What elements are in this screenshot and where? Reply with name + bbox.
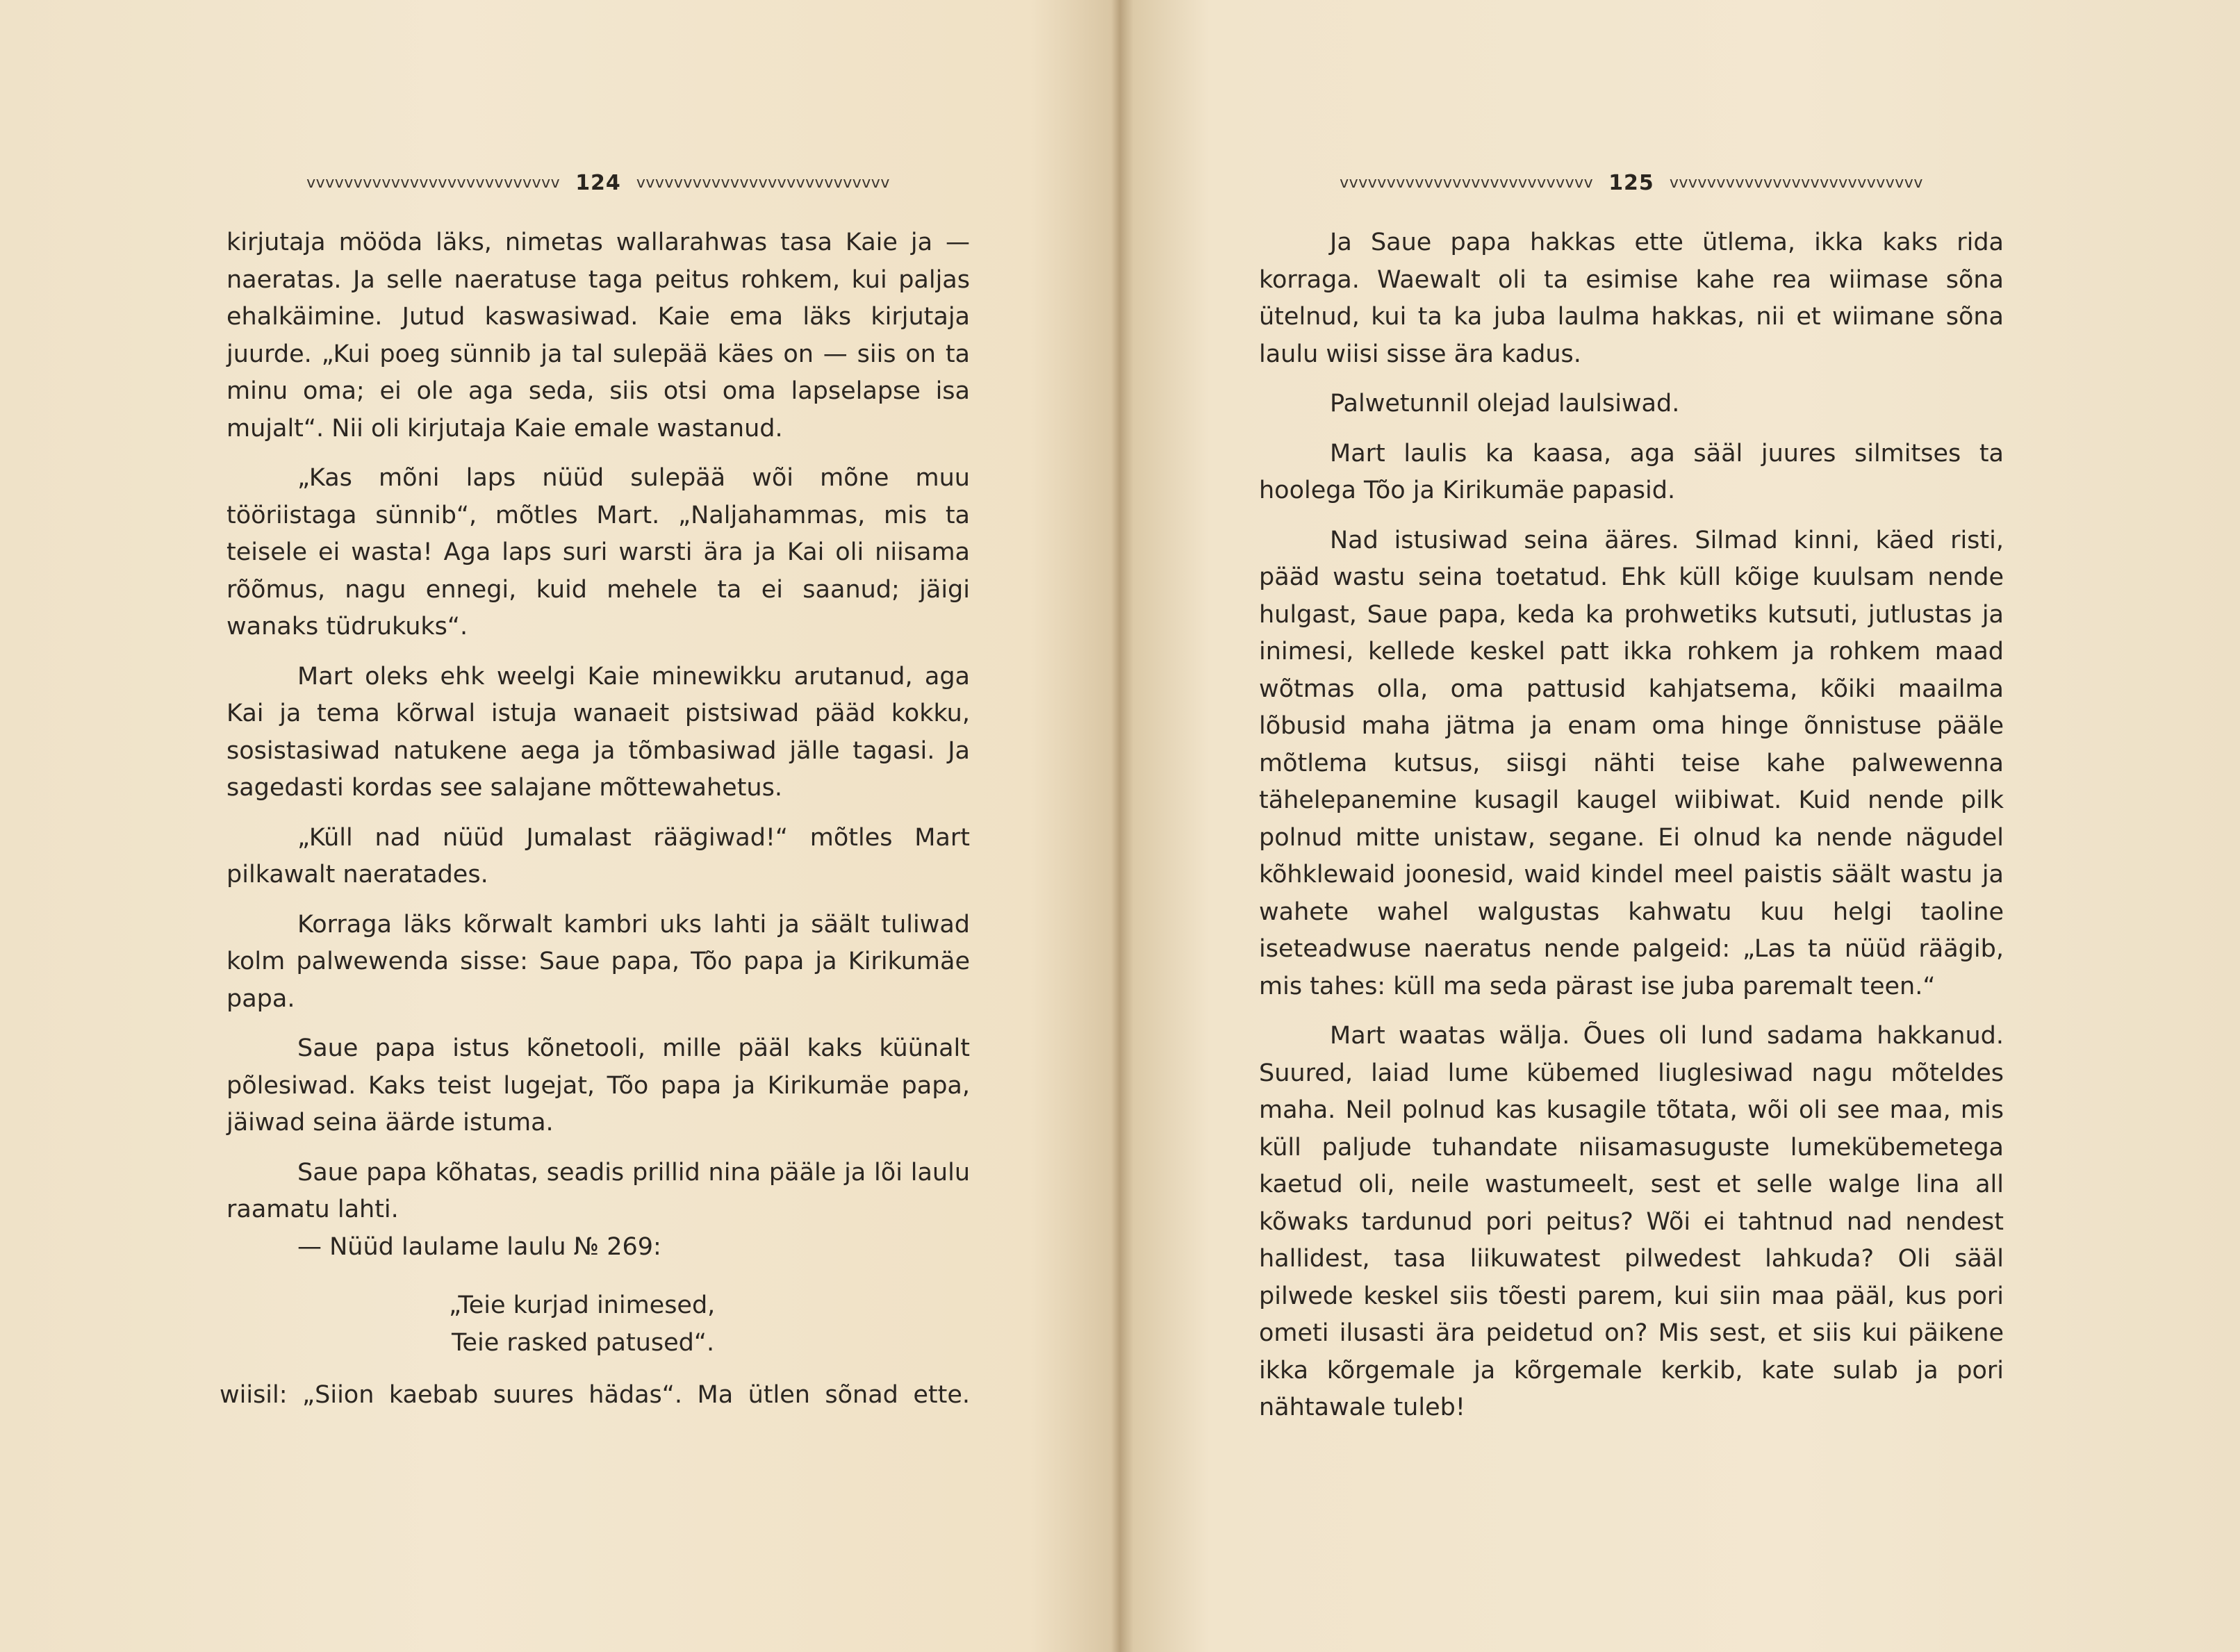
ornament-rule: vvvvvvvvvvvvvvvvvvvvvvvvvvv <box>1340 174 1594 192</box>
page-number: 125 <box>1608 170 1654 195</box>
paragraph: Palwetunnil olejad laulsiwad. <box>1330 390 1680 418</box>
paragraph: Saue papa istus kõnetooli, mille pääl kaks küünalt põlesiwad. Kaks teist lugejat, Tõo papa ja Kirikumäe papa, jäiwad seina äärde istuma. <box>227 1034 970 1137</box>
running-head-right <box>1259 165 2004 200</box>
paragraph: Korraga läks kõrwalt kambri uks lahti ja säält tuliwad kolm palwewenda sisse: Saue papa, Tõo papa ja Kirikumäe papa. <box>227 910 970 1013</box>
paragraph: „Kas mõni laps nüüd sulepää wõi mõne muu tööriistaga sünnib“, mõtles Mart. „Naljahammas, mis ta teisele ei wasta! Aga laps suri warsti ära ja Kai oli niisama rõõmus, nagu ennegi, kuid mehele ta ei saanud; jäigi wanaks tüdrukuks“. <box>227 464 970 641</box>
paragraph: — Nüüd laulame laulu № 269: <box>297 1232 661 1261</box>
paragraph: Saue papa kõhatas, seadis prillid nina pääle ja lõi laulu raamatu lahti. <box>227 1158 970 1223</box>
poem-quote <box>449 1287 970 1362</box>
poem-line: Teie rasked patused“. <box>452 1329 715 1357</box>
paragraph: Nad istusiwad seina ääres. Silmad kinni, käed risti, pääd wastu seina toetatud. Ehk küll kõige kuulsam nende hulgast, Saue papa, keda ka prohwetiks kutsuti, jutlustas ja inimesi, kellede keskel patt ikka rohkem ja rohkem maad wõtmas olla, oma pattusid kahjatsema, kõiki maailma lõbusid maha jätma ja enam oma hinge õnnistuse pääle mõtlema kutsus, siisgi nähti teise kahe palwewenna tähelepanemine kusagil kaugel wiibiwat. Kuid nende pilk polnud mitte unistaw, segane. Ei olnud ka nende nägudel kõhklewaid joonesid, waid kindel meel paistis säält wastu ja wahete wahel walgustas kahwatu kuu helgi taoline iseteadwuse naeratus nende palgeid: „Las ta nüüd räägib, mis tahes: küll ma seda pärast ise juba paremalt teen.“ <box>1259 526 2004 1000</box>
paragraph: Mart laulis ka kaasa, aga sääl juures silmitses ta hoolega Tõo ja Kirikumäe papasid. <box>1259 439 2004 504</box>
ornament-rule: vvvvvvvvvvvvvvvvvvvvvvvvvvv <box>306 174 561 192</box>
poem-line: „Teie kurjad inimesed, <box>449 1291 716 1319</box>
paragraph: kirjutaja mööda läks, nimetas wallarahwas tasa Kaie ja — naeratas. Ja selle naeratuse taga peitus rohkem, kui paljas ehalkäimine. Jutud kaswasiwad. Kaie ema läks kirjutaja juurde. „Kui poeg sünnib ja tal sulepää käes on — siis on ta minu oma; ei ole aga seda, siis otsi oma lapselapse isa mujalt“. Nii oli kirjutaja Kaie emale wastanud. <box>227 229 970 443</box>
running-head-left <box>227 165 970 200</box>
right-page <box>1120 0 2240 1652</box>
ornament-rule: vvvvvvvvvvvvvvvvvvvvvvvvvvv <box>636 174 890 192</box>
ornament-rule: vvvvvvvvvvvvvvvvvvvvvvvvvvv <box>1669 174 1923 192</box>
paragraph: Mart oleks ehk weelgi Kaie minewikku arutanud, aga Kai ja tema kõrwal istuja wanaeit pistsiwad pääd kokku, sosistasiwad natukene aega ja tõmbasiwad jälle tagasi. Ja sagedasti kordas see salajane mõttewahetus. <box>227 662 970 802</box>
right-page-text <box>1259 224 2004 1427</box>
paragraph: wiisil: „Siion kaebab suures hädas“. Ma ütlen sõnad ette. <box>220 1381 970 1409</box>
paragraph: „Küll nad nüüd Jumalast räägiwad!“ mõtles Mart pilkawalt naeratades. <box>227 823 970 889</box>
paragraph: Ja Saue papa hakkas ette ütlema, ikka kaks rida korraga. Waewalt oli ta esimise kahe rea wiimase sõna ütelnud, kui ta ka juba laulma hakkas, nii et wiimane sõna laulu wiisi sisse ära kadus. <box>1259 229 2004 368</box>
left-page-text <box>220 224 970 1414</box>
paragraph: Mart waatas wälja. Õues oli lund sadama hakkanud. Suured, laiad lume kübemed liuglesiwad nagu mõteldes maha. Neil polnud kas kusagile tõtata, wõi oli see maa, mis küll paljude tuhandate niisamasuguste lumekübemetega kaetud oli, neile wastumeelt, sest et selle walge lina all kõwaks tardunud pori peitus? Wõi ei tahtnud nad nendest hallidest, tasa liikuwatest pilwedest lahkuda? Oli sääl pilwede keskel siis tõesti parem, kui siin maa pääl, kus pori ometi ilusasti ära peidetud on? Mis sest, et siis kui päikene ikka kõrgemale ja kõrgemale kerkib, kate sulab ja pori nähtawale tuleb! <box>1259 1022 2004 1421</box>
page-number: 124 <box>575 170 621 195</box>
